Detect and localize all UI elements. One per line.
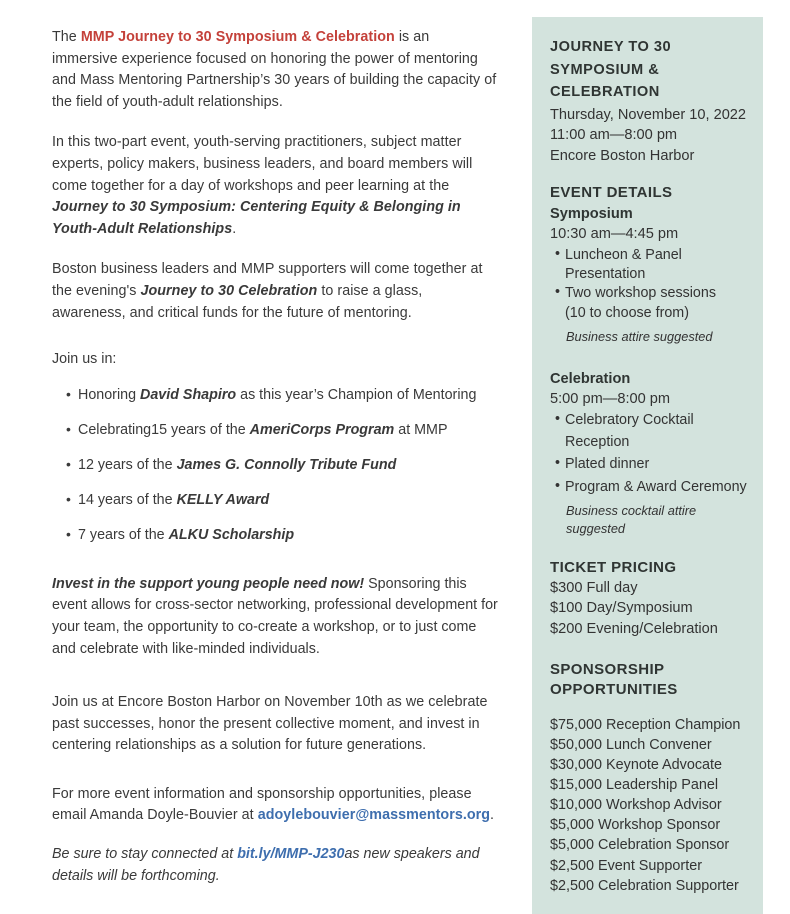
contact-before-text: For more event information and sponsorship opportunities, please email Amanda Doyle-Bouvier at (52, 785, 472, 824)
list-item (66, 385, 498, 405)
symposium-title-emphasis: Journey to 30 Symposium: Centering Equity & Belonging in Youth-Adult Relationships (52, 199, 461, 237)
bullet-emphasis: ALKU Scholarship (168, 526, 295, 543)
two-part-after-text: . (232, 220, 237, 237)
celebration-after-text: to raise a glass, awareness, and critical funds for the future of mentoring. (52, 282, 423, 321)
list-item-continuation: Reception (565, 434, 630, 451)
celebration-before-text: Boston business leaders and MMP supporters will come together at the evening's (52, 261, 483, 299)
sponsorship-tier: $10,000 Workshop Advisor (550, 797, 722, 814)
ticket-price-label: Full day (586, 580, 638, 597)
bullet-after-text: as this year’s Champion of Mentoring (236, 386, 477, 403)
intro-paragraph (52, 27, 498, 113)
spacer (52, 684, 498, 692)
bullet-emphasis: KELLY Award (176, 491, 270, 508)
list-item: • Plated dinner (555, 455, 747, 474)
bullet-before-text: Honoring (78, 386, 140, 403)
sidebar-title-line-2: SYMPOSIUM & (550, 61, 660, 78)
bullet-after-text: at MMP (394, 421, 448, 438)
stay-connected-after-text: as new speakers and details will be forthcoming. (52, 846, 480, 884)
bullet-emphasis: James G. Connolly Tribute Fund (176, 456, 397, 473)
sponsorship-tier: $15,000 Leadership Panel (550, 777, 719, 794)
celebration-paragraph (52, 259, 498, 324)
sponsorship-tier: $5,000 Workshop Sponsor (550, 817, 721, 834)
event-details-heading: EVENT DETAILS (550, 184, 673, 201)
invest-call-to-action: Invest in the support young people need now! (52, 575, 365, 592)
sponsorship-heading-line-2: OPPORTUNITIES (550, 681, 678, 699)
spacer (52, 776, 498, 784)
event-date: Thursday, November 10, 2022 (550, 106, 747, 123)
list-item (66, 455, 498, 475)
sponsorship-tier: $30,000 Keynote Advocate (550, 757, 723, 774)
sponsorship-tier: $75,000 Reception Champion (550, 716, 741, 733)
ticket-price-amount: $200 (550, 620, 583, 637)
list-item (66, 420, 498, 440)
celebration-label: Celebration (550, 371, 631, 388)
stay-connected-paragraph (52, 844, 498, 887)
sponsorship-heading-line-1: SPONSORSHIP (550, 660, 665, 678)
celebration-time: 5:00 pm—8:00 pm (550, 391, 671, 408)
list-item: • Two workshop sessions (555, 284, 747, 303)
stay-connected-before-text: Be sure to stay connected at (52, 846, 238, 863)
symposium-time: 10:30 am—4:45 pm (550, 226, 679, 242)
join-us-label: Join us in: (52, 351, 117, 368)
sponsorship-tier: $50,000 Lunch Convener (550, 736, 712, 753)
list-item: • Program & Award Ceremony (555, 478, 747, 497)
ticket-price-label: Evening/Celebration (586, 620, 718, 637)
ticket-pricing-heading: TICKET PRICING (550, 559, 677, 577)
event-time: 11:00 am—8:00 pm (550, 127, 678, 143)
celebration-title-emphasis: Journey to 30 Celebration (140, 282, 318, 299)
event-venue: Encore Boston Harbor (550, 147, 695, 164)
list-item: • Celebratory Cocktail (555, 411, 747, 430)
event-name-highlight: MMP Journey to 30 Symposium & Celebration (80, 29, 395, 45)
two-part-before-text: In this two-part event, youth-serving practitioners, subject matter experts, policy makers, business leaders, and board members will come together for a day of workshops and peer learning at the (52, 134, 473, 194)
sponsorship-tier: $2,500 Celebration Supporter (550, 877, 739, 894)
sponsorship-tier: $2,500 Event Supporter (550, 857, 703, 874)
sidebar-title-line-1: JOURNEY TO 30 (550, 39, 672, 55)
event-details-sidebar (532, 17, 763, 914)
list-item-continuation: (10 to choose from) (565, 304, 689, 321)
join-encore-paragraph: Join us at Encore Boston Harbor on November 10th as we celebrate past successes, honor the present collective moment, and invest in centering relationships as a solution for future generations. (52, 694, 488, 754)
celebration-items-list (550, 411, 747, 498)
ticket-price-amount: $100 (550, 600, 583, 617)
spacer (52, 567, 498, 574)
contact-paragraph (52, 784, 498, 827)
bullet-before-text: 12 years of the (78, 456, 177, 473)
invest-after-text: Sponsoring this event allows for cross-sector networking, professional development for your team, the opportunity to co-create a workshop, or to just come and celebrate with like-minded individuals. (52, 575, 498, 657)
symposium-attire-note: Business attire suggested (566, 329, 713, 345)
ticket-price-row (550, 598, 747, 618)
ticket-price-label: Day/Symposium (586, 600, 693, 617)
bullet-before-text: Celebrating15 years of the (78, 421, 250, 438)
ticket-price-row (550, 578, 747, 598)
bullet-emphasis: AmeriCorps Program (249, 421, 395, 438)
ticket-price-row (550, 619, 747, 639)
intro-after-text: is an immersive experience focused on honoring the power of mentoring and Mass Mentoring Partnership’s 30 years of building the capacity of the field of youth-adult relationships. (52, 29, 497, 110)
list-item: • Luncheon & Panel Presentation (555, 246, 747, 285)
contact-after-text: . (490, 807, 495, 824)
sponsorship-tier: $5,000 Celebration Sponsor (550, 837, 730, 854)
sidebar-title-line-3: CELEBRATION (550, 84, 660, 100)
sidebar-wrapper (532, 0, 790, 914)
invest-paragraph (52, 574, 498, 660)
intro-before-text: The (52, 29, 81, 45)
symposium-items-list (550, 246, 747, 324)
list-item (66, 525, 498, 545)
bullet-before-text: 14 years of the (78, 491, 177, 508)
ticket-price-amount: $300 (550, 580, 583, 597)
celebration-attire-note: Business cocktail attire suggested (566, 503, 697, 537)
bitly-link[interactable]: bit.ly/MMP-J230 (237, 846, 345, 863)
bullet-before-text: 7 years of the (78, 526, 169, 543)
two-part-event-paragraph (52, 132, 498, 240)
sponsorship-tiers-list (550, 715, 747, 896)
milestones-list (52, 385, 498, 545)
symposium-label: Symposium (550, 206, 633, 222)
email-link[interactable]: adoylebouvier@massmentors.org (257, 807, 491, 824)
bullet-emphasis: David Shapiro (140, 386, 237, 403)
list-item (66, 490, 498, 510)
